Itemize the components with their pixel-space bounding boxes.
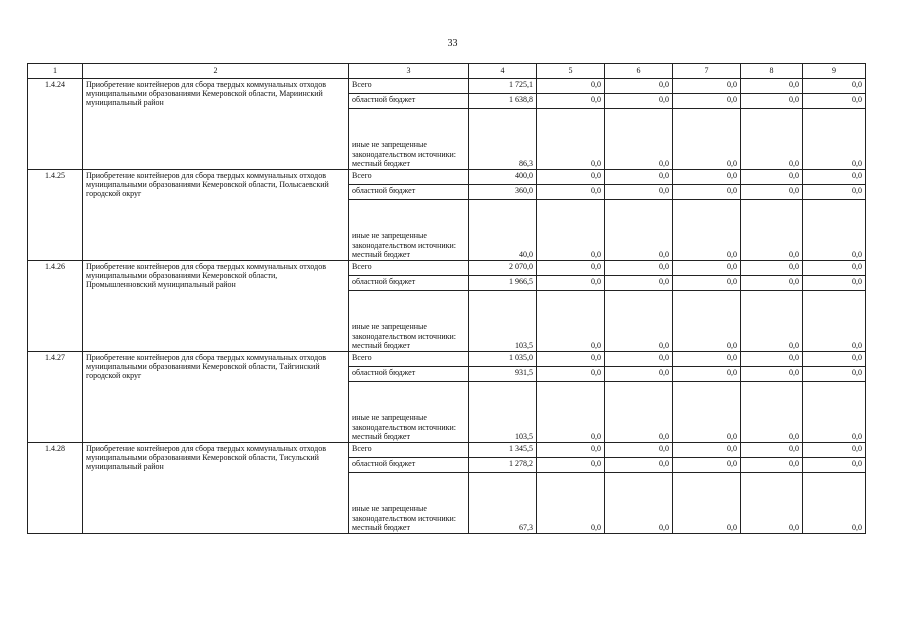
- amount-cell: 0,0: [605, 276, 673, 291]
- column-header: 9: [803, 64, 866, 79]
- amount-cell: 0,0: [673, 185, 741, 200]
- amount-cell: 400,0: [469, 170, 537, 185]
- amount-cell: 0,0: [741, 109, 803, 170]
- amount-cell: 0,0: [803, 443, 866, 458]
- amount-cell: 0,0: [803, 276, 866, 291]
- funding-source: [349, 79, 469, 94]
- amount-cell: 0,0: [741, 170, 803, 185]
- funding-source-label: местный бюджет: [352, 340, 410, 350]
- column-header: 6: [605, 64, 673, 79]
- item-code: 1.4.27: [28, 352, 83, 443]
- column-header: 7: [673, 64, 741, 79]
- amount-cell: 0,0: [605, 382, 673, 443]
- amount-cell: 0,0: [741, 443, 803, 458]
- amount-cell: 0,0: [673, 276, 741, 291]
- amount-cell: 1 035,0: [469, 352, 537, 367]
- amount-cell: 0,0: [803, 79, 866, 94]
- amount-cell: 0,0: [741, 458, 803, 473]
- item-name: Приобретение контейнеров для сбора твердых коммунальных отходов муниципальными образованиями Кемеровской области, Промышленновский муниципальный район: [83, 261, 349, 352]
- amount-cell: 0,0: [605, 94, 673, 109]
- funding-source: [349, 200, 469, 261]
- amount-cell: 2 070,0: [469, 261, 537, 276]
- funding-source-label: местный бюджет: [352, 522, 410, 532]
- table-row: [28, 352, 866, 367]
- funding-source: [349, 94, 469, 109]
- amount-cell: 0,0: [673, 94, 741, 109]
- item-code: 1.4.24: [28, 79, 83, 170]
- amount-cell: 0,0: [741, 200, 803, 261]
- item-code: 1.4.26: [28, 261, 83, 352]
- amount-cell: 0,0: [741, 382, 803, 443]
- amount-cell: 0,0: [741, 291, 803, 352]
- amount-cell: 0,0: [605, 170, 673, 185]
- amount-cell: 0,0: [673, 200, 741, 261]
- amount-cell: 0,0: [803, 109, 866, 170]
- header-row: [28, 64, 866, 79]
- amount-cell: 0,0: [605, 458, 673, 473]
- amount-cell: 0,0: [803, 473, 866, 534]
- amount-cell: 103,5: [469, 382, 537, 443]
- amount-cell: 0,0: [537, 458, 605, 473]
- amount-cell: 0,0: [537, 79, 605, 94]
- table-row: [28, 443, 866, 458]
- funding-source: [349, 458, 469, 473]
- funding-source: [349, 170, 469, 185]
- amount-cell: 0,0: [803, 170, 866, 185]
- amount-cell: 0,0: [537, 382, 605, 443]
- amount-cell: 0,0: [537, 352, 605, 367]
- item-name: Приобретение контейнеров для сбора твердых коммунальных отходов муниципальными образованиями Кемеровской области, Тисульский муниципальный район: [83, 443, 349, 534]
- funding-source-note: иные не запрещенные законодательством источники:: [352, 140, 457, 159]
- amount-cell: 0,0: [673, 352, 741, 367]
- amount-cell: 360,0: [469, 185, 537, 200]
- budget-table-body: [28, 79, 866, 534]
- table-row: [28, 79, 866, 94]
- funding-source: [349, 473, 469, 534]
- amount-cell: 0,0: [605, 367, 673, 382]
- amount-cell: 0,0: [537, 170, 605, 185]
- amount-cell: 0,0: [537, 261, 605, 276]
- item-code: 1.4.28: [28, 443, 83, 534]
- table-row: [28, 261, 866, 276]
- table-row: [28, 170, 866, 185]
- funding-source: [349, 367, 469, 382]
- funding-source: [349, 261, 469, 276]
- funding-source: [349, 352, 469, 367]
- amount-cell: 0,0: [673, 382, 741, 443]
- amount-cell: 0,0: [673, 458, 741, 473]
- amount-cell: 0,0: [605, 261, 673, 276]
- funding-source-label: местный бюджет: [352, 249, 410, 259]
- amount-cell: 0,0: [537, 200, 605, 261]
- item-name: Приобретение контейнеров для сбора твердых коммунальных отходов муниципальными образованиями Кемеровской области, Тайгинский городской округ: [83, 352, 349, 443]
- amount-cell: 0,0: [803, 352, 866, 367]
- funding-source-label: Всего: [352, 353, 372, 362]
- amount-cell: 0,0: [605, 109, 673, 170]
- column-header: 1: [28, 64, 83, 79]
- amount-cell: 0,0: [537, 443, 605, 458]
- funding-source-label: Всего: [352, 171, 372, 180]
- funding-source: [349, 276, 469, 291]
- amount-cell: 0,0: [537, 367, 605, 382]
- funding-source-label: областной бюджет: [352, 95, 416, 104]
- amount-cell: 0,0: [803, 291, 866, 352]
- amount-cell: 0,0: [803, 382, 866, 443]
- page-number: 33: [447, 38, 458, 49]
- funding-source: [349, 291, 469, 352]
- amount-cell: 0,0: [673, 261, 741, 276]
- amount-cell: 1 966,5: [469, 276, 537, 291]
- amount-cell: 0,0: [537, 185, 605, 200]
- amount-cell: 0,0: [741, 261, 803, 276]
- funding-source: [349, 109, 469, 170]
- amount-cell: 0,0: [741, 185, 803, 200]
- amount-cell: 0,0: [605, 473, 673, 534]
- amount-cell: 40,0: [469, 200, 537, 261]
- column-header: 5: [537, 64, 605, 79]
- funding-source-label: Всего: [352, 262, 372, 271]
- column-header: 8: [741, 64, 803, 79]
- amount-cell: 0,0: [605, 291, 673, 352]
- funding-source-label: Всего: [352, 80, 372, 89]
- funding-source-label: областной бюджет: [352, 186, 416, 195]
- amount-cell: 0,0: [605, 185, 673, 200]
- item-name: Приобретение контейнеров для сбора твердых коммунальных отходов муниципальными образованиями Кемеровской области, Мариинский муниципальный район: [83, 79, 349, 170]
- amount-cell: 0,0: [673, 79, 741, 94]
- budget-table: [27, 63, 866, 534]
- amount-cell: 0,0: [537, 291, 605, 352]
- funding-source: [349, 443, 469, 458]
- funding-source-note: иные не запрещенные законодательством источники:: [352, 413, 457, 432]
- funding-source: [349, 185, 469, 200]
- amount-cell: 0,0: [605, 79, 673, 94]
- amount-cell: 0,0: [673, 443, 741, 458]
- amount-cell: 1 725,1: [469, 79, 537, 94]
- amount-cell: 0,0: [741, 94, 803, 109]
- amount-cell: 0,0: [803, 367, 866, 382]
- amount-cell: 1 345,5: [469, 443, 537, 458]
- funding-source-label: областной бюджет: [352, 459, 416, 468]
- amount-cell: 0,0: [673, 170, 741, 185]
- funding-source-label: областной бюджет: [352, 368, 416, 377]
- funding-source-label: Всего: [352, 444, 372, 453]
- amount-cell: 0,0: [803, 458, 866, 473]
- amount-cell: 1 638,8: [469, 94, 537, 109]
- amount-cell: 0,0: [537, 473, 605, 534]
- amount-cell: 86,3: [469, 109, 537, 170]
- amount-cell: 931,5: [469, 367, 537, 382]
- amount-cell: 0,0: [741, 79, 803, 94]
- amount-cell: 0,0: [741, 473, 803, 534]
- amount-cell: 0,0: [803, 261, 866, 276]
- column-header: 2: [83, 64, 349, 79]
- amount-cell: 67,3: [469, 473, 537, 534]
- amount-cell: 1 278,2: [469, 458, 537, 473]
- amount-cell: 0,0: [673, 367, 741, 382]
- funding-source-note: иные не запрещенные законодательством источники:: [352, 322, 457, 341]
- funding-source-note: иные не запрещенные законодательством источники:: [352, 231, 457, 250]
- amount-cell: 0,0: [803, 185, 866, 200]
- amount-cell: 0,0: [537, 276, 605, 291]
- funding-source-note: иные не запрещенные законодательством источники:: [352, 504, 457, 523]
- column-header: 4: [469, 64, 537, 79]
- funding-source-label: местный бюджет: [352, 158, 410, 168]
- item-name: Приобретение контейнеров для сбора твердых коммунальных отходов муниципальными образованиями Кемеровской области, Полысаевский городской округ: [83, 170, 349, 261]
- amount-cell: 0,0: [605, 200, 673, 261]
- amount-cell: 0,0: [803, 94, 866, 109]
- amount-cell: 0,0: [605, 443, 673, 458]
- amount-cell: 0,0: [741, 352, 803, 367]
- column-header: 3: [349, 64, 469, 79]
- amount-cell: 0,0: [537, 94, 605, 109]
- amount-cell: 0,0: [803, 200, 866, 261]
- amount-cell: 0,0: [605, 352, 673, 367]
- funding-source-label: местный бюджет: [352, 431, 410, 441]
- funding-source: [349, 382, 469, 443]
- amount-cell: 0,0: [673, 473, 741, 534]
- amount-cell: 0,0: [673, 291, 741, 352]
- amount-cell: 0,0: [537, 109, 605, 170]
- amount-cell: 0,0: [741, 367, 803, 382]
- amount-cell: 0,0: [741, 276, 803, 291]
- amount-cell: 103,5: [469, 291, 537, 352]
- item-code: 1.4.25: [28, 170, 83, 261]
- funding-source-label: областной бюджет: [352, 277, 416, 286]
- amount-cell: 0,0: [673, 109, 741, 170]
